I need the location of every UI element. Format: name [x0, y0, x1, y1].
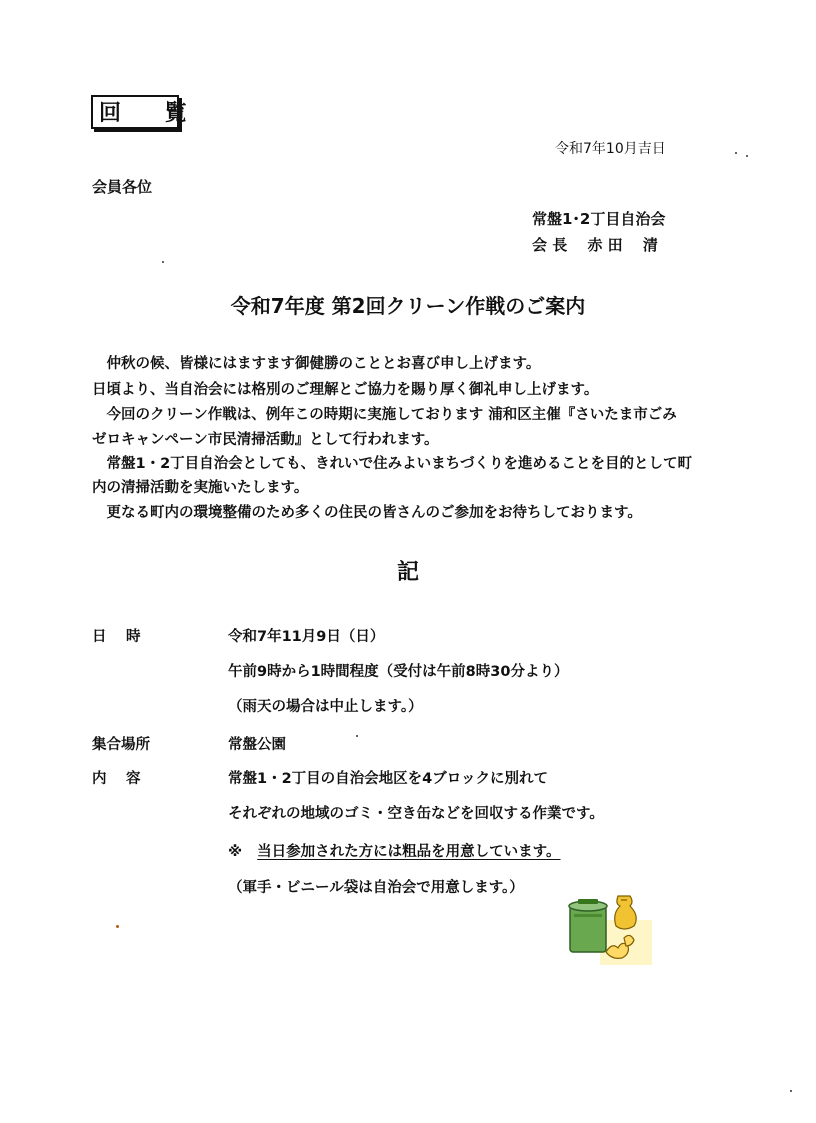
supplies-note: （軍手・ビニール袋は自治会で用意します。）	[228, 880, 524, 896]
body-line: 日頃より、当自治会には格別のご理解とご協力を賜り厚く御礼申し上げます。	[92, 382, 599, 398]
trash-bin-icon	[560, 890, 652, 965]
place-value: 常盤公園	[228, 737, 286, 753]
body-line: 更なる町内の環境整備のため多くの住民の皆さんのご参加をお待ちしております。	[92, 505, 642, 521]
datetime-time: 午前9時から1時間程度（受付は午前8時30分より）	[228, 664, 569, 680]
ki-heading: 記	[396, 560, 419, 585]
issue-date: 令和7年10月吉日	[555, 141, 666, 157]
body-line: 仲秋の候、皆様にはますます御健勝のこととお喜び申し上げます。	[92, 356, 541, 372]
scan-speck	[356, 735, 358, 737]
body-line: ゼロキャンペーン市民清掃活動』として行われます。	[92, 432, 439, 448]
scan-speck	[746, 155, 748, 157]
scan-speck	[790, 1090, 792, 1092]
body-line: 常盤1・2丁目自治会としても、きれいで住みよいまちづくりを進めることを目的として町	[92, 456, 693, 472]
body-line: 今回のクリーン作戦は、例年この時期に実施しております 浦和区主催『さいたま市ごみ	[92, 407, 677, 423]
note-line	[228, 840, 561, 861]
place-label: 集合場所	[92, 737, 150, 753]
organization-name: 常盤1･2丁目自治会	[532, 210, 666, 228]
content-line: それぞれの地域のゴミ・空き缶などを回収する作業です。	[228, 806, 604, 822]
content-label: 内 容	[92, 771, 141, 787]
datetime-rain-note: （雨天の場合は中止します。）	[228, 699, 423, 715]
note-mark: ※	[228, 844, 243, 860]
addressee: 会員各位	[92, 178, 153, 196]
content-line: 常盤1・2丁目の自治会地区を4ブロックに別れて	[228, 771, 548, 787]
trash-bin-illustration	[560, 890, 652, 965]
datetime-date: 令和7年11月9日（日）	[228, 629, 385, 645]
scan-speck	[162, 261, 164, 263]
scan-speck	[116, 925, 119, 928]
chairperson-name: 会 長 赤 田 清	[532, 236, 658, 254]
scan-speck	[735, 152, 737, 154]
body-line: 内の清掃活動を実施いたします。	[92, 480, 309, 496]
note-text: 当日参加された方には粗品を用意しています。	[257, 844, 561, 860]
circulation-stamp: 回 覧	[91, 95, 179, 129]
datetime-label: 日 時	[92, 629, 141, 645]
document-title: 令和7年度 第2回クリーン作戦のご案内	[230, 294, 586, 318]
